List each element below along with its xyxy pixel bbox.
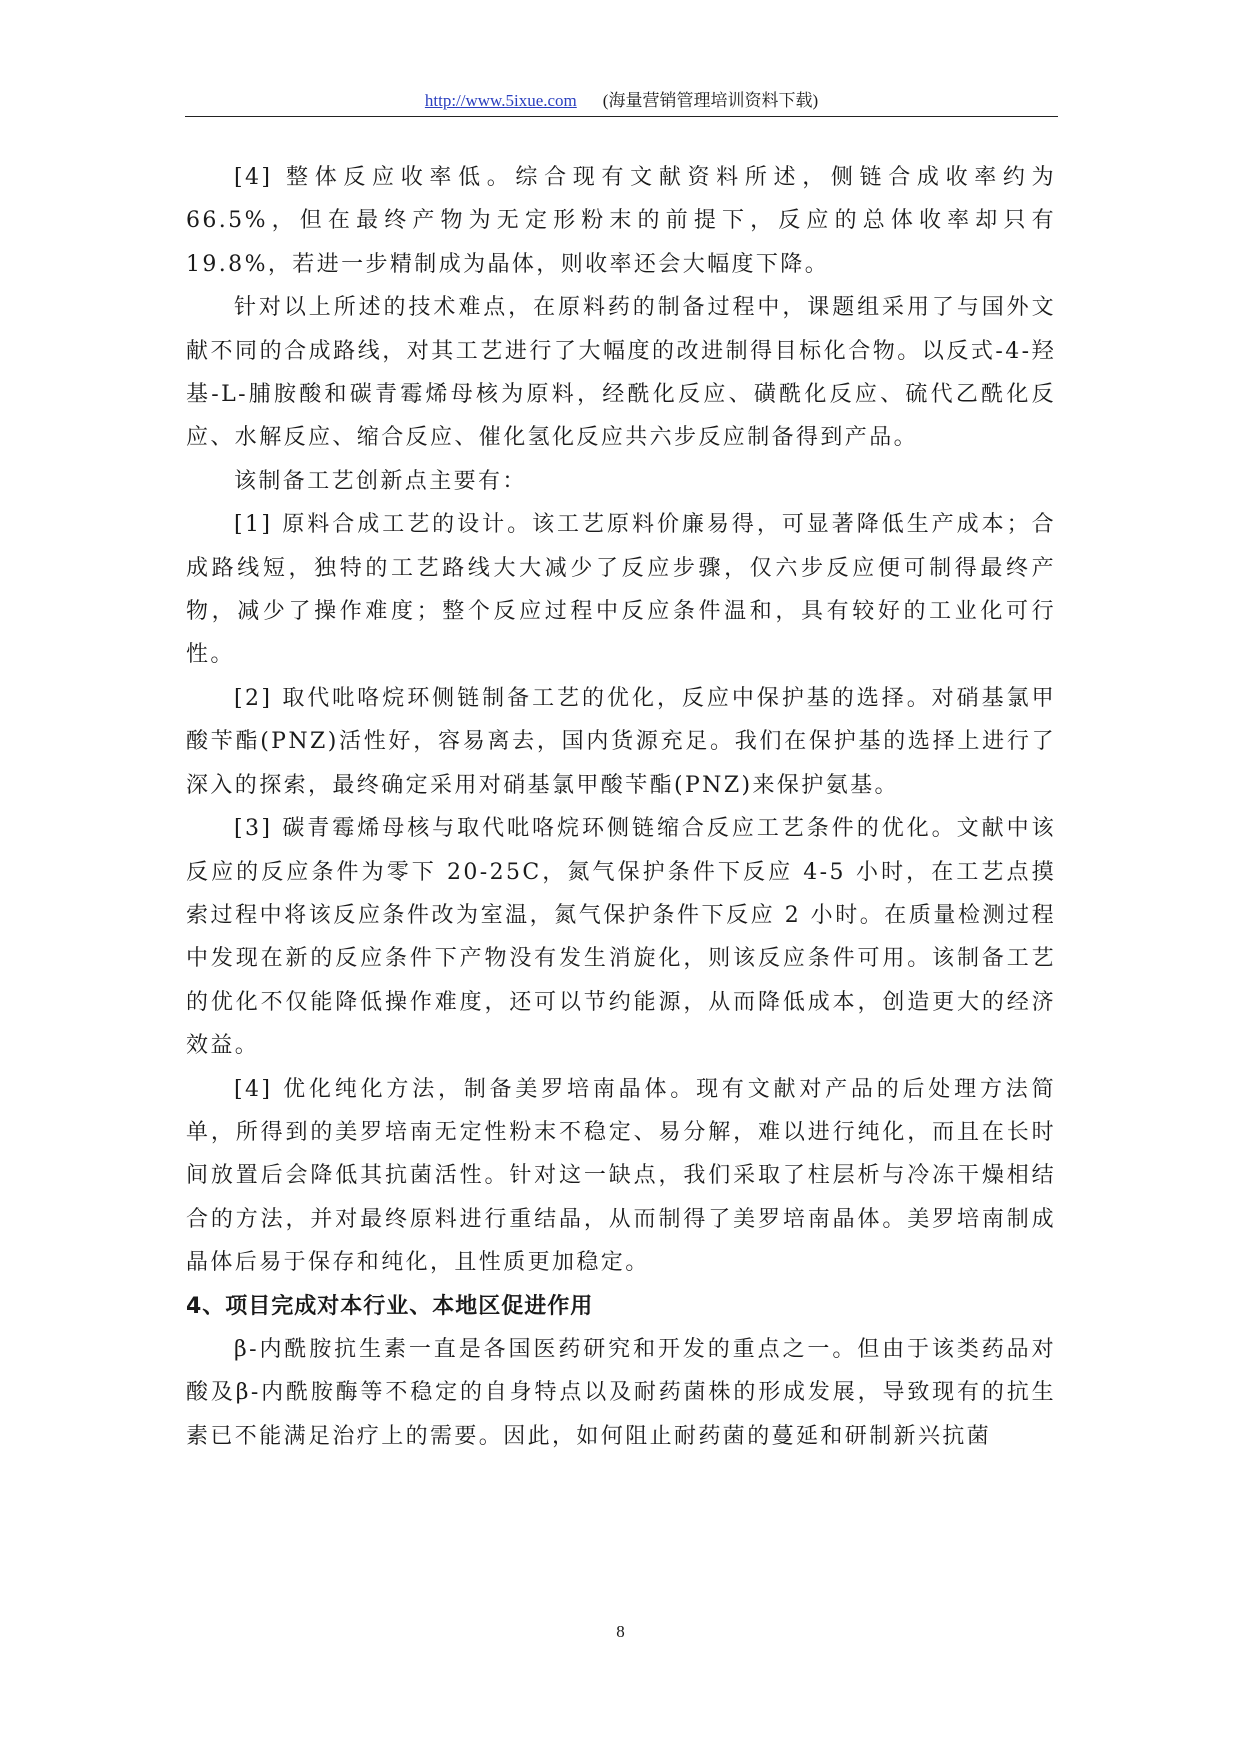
header-divider	[185, 116, 1058, 117]
page-header	[185, 86, 1058, 116]
paragraph-4: [1] 原料合成工艺的设计。该工艺原料价廉易得，可显著降低生产成本；合成路线短，独特的工艺路线大大减少了反应步骤，仅六步反应便可制得最终产物，减少了操作难度；整个反应过程中反应条件温和，具有较好的工业化可行性。	[186, 512, 1056, 668]
paragraph-6: [3] 碳青霉烯母核与取代吡咯烷环侧链缩合反应工艺条件的优化。文献中该反应的反应条件为零下 20-25C，氮气保护条件下反应 4-5 小时，在工艺点摸索过程中将该反应条件改为室温，氮气保护条件下反应 2 小时。在质量检测过程中发现在新的反应条件下产物没有发生消旋化，则该反应条件可用。该制备工艺的优化不仅能降低操作难度，还可以节约能源，从而降低成本，创造更大的经济效益。	[186, 816, 1056, 1059]
paragraph-7: [4] 优化纯化方法，制备美罗培南晶体。现有文献对产品的后处理方法简单，所得到的美罗培南无定性粉末不稳定、易分解，难以进行纯化，而且在长时间放置后会降低其抗菌活性。针对这一缺点，我们采取了柱层析与冷冻干燥相结合的方法，并对最终原料进行重结晶，从而制得了美罗培南晶体。美罗培南制成晶体后易于保存和纯化，且性质更加稳定。	[186, 1076, 1056, 1276]
header-subtitle: (海量营销管理培训资料下载)	[602, 91, 819, 110]
section-heading: 4、项目完成对本行业、本地区促进作用	[186, 1293, 594, 1319]
section-paragraph: β-内酰胺抗生素一直是各国医药研究和开发的重点之一。但由于该类药品对酸及β-内酰胺酶等不稳定的自身特点以及耐药菌株的形成发展，导致现有的抗生素已不能满足治疗上的需要。因此，如何阻止耐药菌的蔓延和研制新兴抗菌	[186, 1336, 1056, 1449]
header-url-link[interactable]: http://www.5ixue.com	[424, 91, 577, 110]
paragraph-5: [2] 取代吡咯烷环侧链制备工艺的优化，反应中保护基的选择。对硝基氯甲酸苄酯(PNZ)活性好，容易离去，国内货源充足。我们在保护基的选择上进行了深入的探索，最终确定采用对硝基氯甲酸苄酯(PNZ)来保护氨基。	[186, 685, 1056, 798]
paragraph-1: [4] 整体反应收率低。综合现有文献资料所述，侧链合成收率约为 66.5%，但在最终产物为无定形粉末的前提下，反应的总体收率却只有 19.8%，若进一步精制成为晶体，则收率还会大幅度下降。	[186, 165, 1056, 277]
page-number: 8	[616, 1622, 625, 1641]
paragraph-2: 针对以上所述的技术难点，在原料药的制备过程中，课题组采用了与国外文献不同的合成路线，对其工艺进行了大幅度的改进制得目标化合物。以反式-4-羟基-L-脯胺酸和碳青霉烯母核为原料，经酰化反应、磺酰化反应、硫代乙酰化反应、水解反应、缩合反应、催化氢化反应共六步反应制备得到产品。	[186, 295, 1056, 451]
paragraph-3: 该制备工艺创新点主要有：	[234, 468, 527, 494]
page-body	[186, 156, 1056, 1458]
